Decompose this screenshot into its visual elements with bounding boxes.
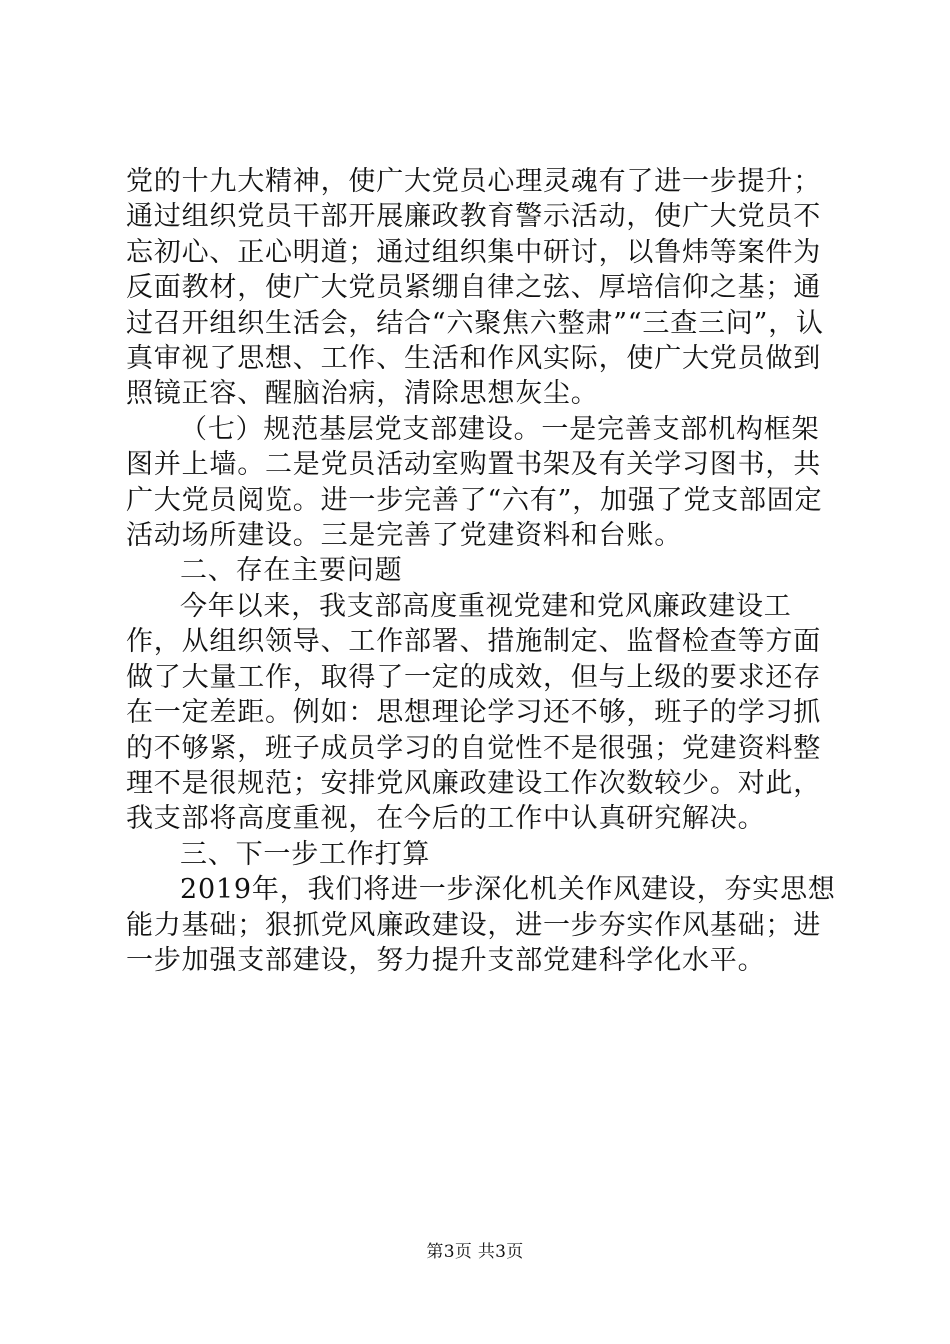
paragraph-branch-construction: （七）规范基层党支部建设。一是完善支部机构框架图并上墙。二是党员活动室购置书架及有关学习图书，共广大党员阅览。进一步完善了“六有”，加强了党支部固定活动场所建设。三是完善了党建资料和台账。: [126, 413, 823, 552]
section-heading-main-problems: 二、存在主要问题: [180, 555, 403, 587]
document-body: [126, 164, 838, 978]
page-number-footer: 第3页 共3页: [426, 1242, 524, 1262]
paragraph-main-problems: 今年以来，我支部高度重视党建和党风廉政建设工作，从组织领导、工作部署、措施制定、监督检查等方面做了大量工作，取得了一定的成效，但与上级的要求还存在一定差距。例如：思想理论学习还不够，班子的学习抓的不够紧，班子成员学习的自觉性不是很强；党建资料整理不是很规范；安排党风廉政建设工作次数较少。对此，我支部将高度重视，在今后的工作中认真研究解决。: [126, 590, 821, 835]
paragraph-continuation: 党的十九大精神，使广大党员心理灵魂有了进一步提升；通过组织党员干部开展廉政教育警示活动，使广大党员不忘初心、正心明道；通过组织集中研讨，以鲁炜等案件为反面教材，使广大党员紧绷自律之弦、厚培信仰之基；通过召开组织生活会，结合“六聚焦六整肃”“三查三问”，认真审视了思想、工作、生活和作风实际，使广大党员做到照镜正容、醒脑治病，清除思想灰尘。: [126, 166, 824, 410]
section-heading-next-steps: 三、下一步工作打算: [180, 838, 431, 870]
paragraph-next-steps: 2019年，我们将进一步深化机关作风建设，夯实思想能力基础；狠抓党风廉政建设，进一步夯实作风基础；进一步加强支部建设，努力提升支部党建科学化水平。: [126, 874, 836, 976]
